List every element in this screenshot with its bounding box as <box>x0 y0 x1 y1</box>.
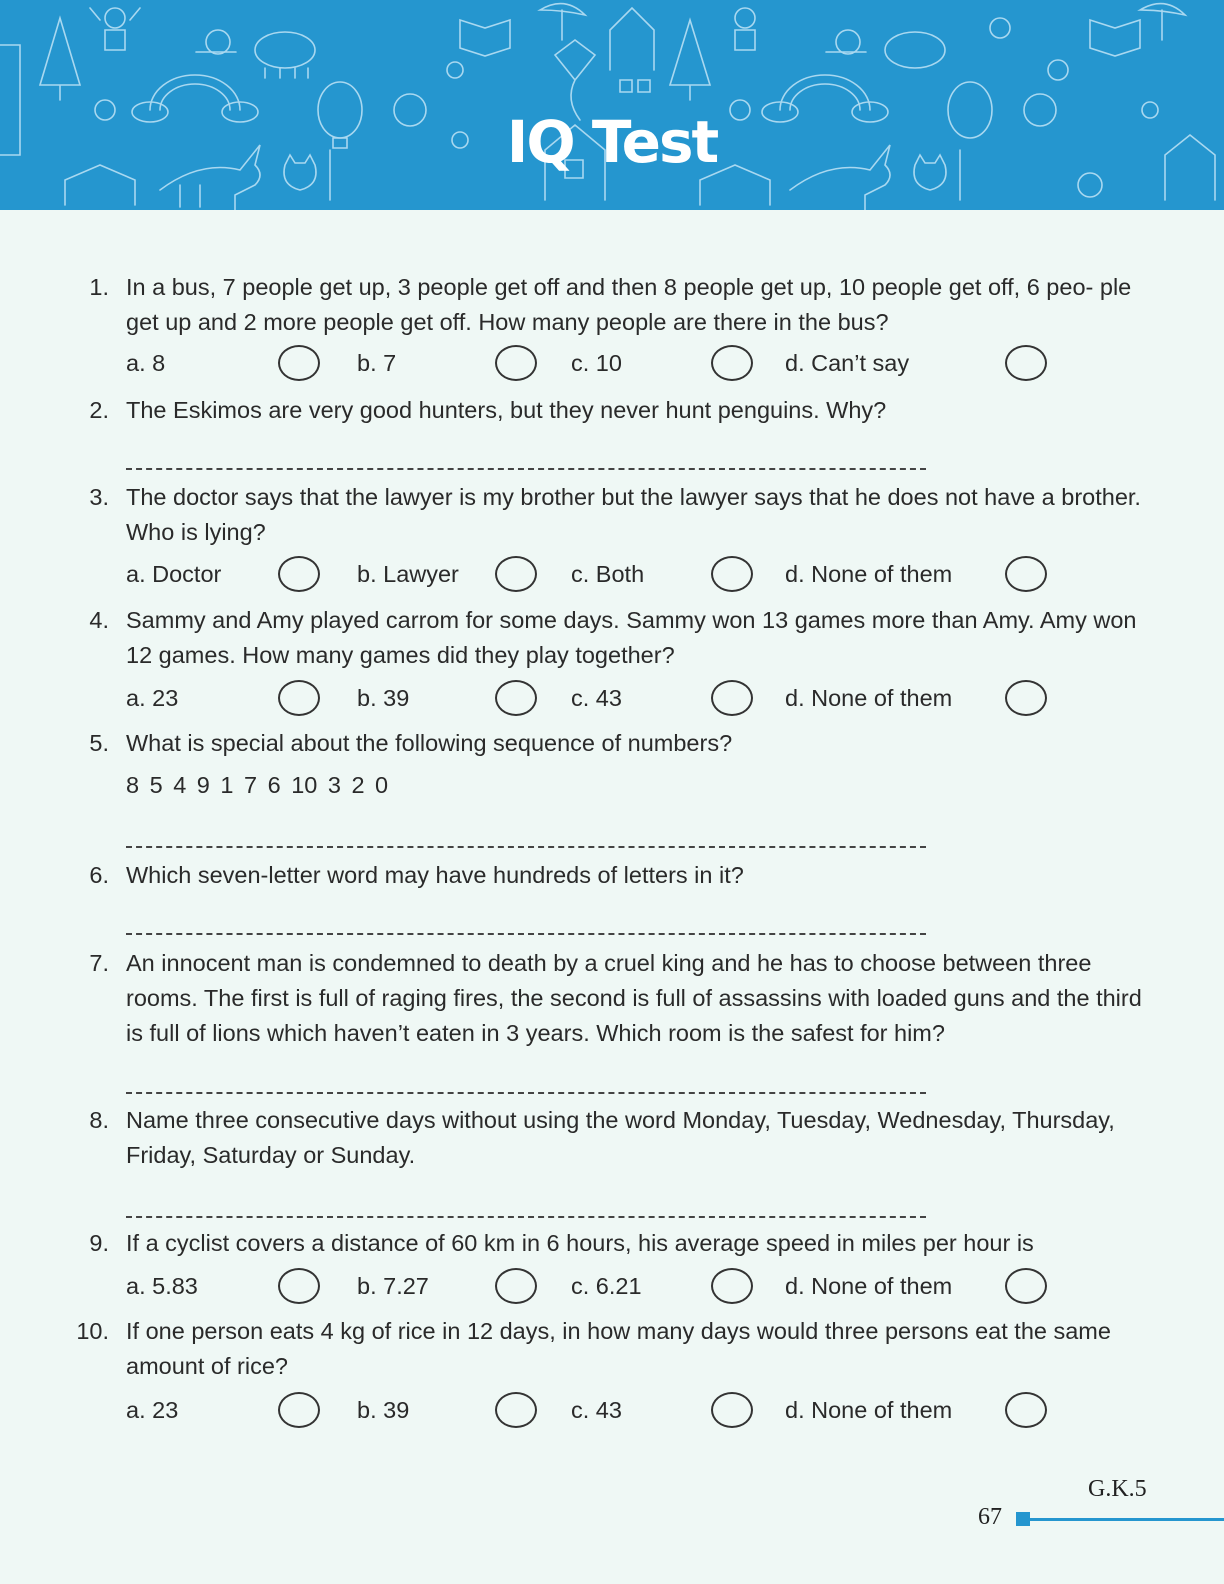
doodle-pattern-icon <box>0 0 1224 210</box>
question-number: 10. <box>76 1318 109 1344</box>
question-number: 4. <box>89 607 109 633</box>
answer-bubble-b[interactable] <box>495 345 537 381</box>
answer-bubble-b[interactable] <box>495 680 537 716</box>
option-b: b. 39 <box>357 685 410 711</box>
question-text: If a cyclist covers a distance of 60 km in 6 hours, his average speed in miles per hour is <box>126 1230 1034 1256</box>
answer-line-6[interactable] <box>126 933 926 935</box>
answer-bubble-a[interactable] <box>278 556 320 592</box>
question-text: In a bus, 7 people get up, 3 people get off and then 8 people get up, 10 people get off, 6 peo- ple get up and 2 more people get off. How many people are there in the bus? <box>126 274 1132 335</box>
answer-bubble-d[interactable] <box>1005 345 1047 381</box>
option-a: a. 5.83 <box>126 1273 198 1299</box>
option-d: d. Can’t say <box>785 350 910 376</box>
question-text: Name three consecutive days without using the word Monday, Tuesday, Wednesday, Thursday, Friday, Saturday or Sunday. <box>126 1107 1115 1168</box>
answer-bubble-c[interactable] <box>711 345 753 381</box>
options-row-1 <box>0 345 1224 385</box>
question-text: Which seven-letter word may have hundreds of letters in it? <box>126 862 744 888</box>
option-c: c. 43 <box>571 685 622 711</box>
answer-line-8[interactable] <box>126 1216 926 1218</box>
answer-bubble-d[interactable] <box>1005 1392 1047 1428</box>
option-d: d. None of them <box>785 1273 953 1299</box>
answer-bubble-a[interactable] <box>278 680 320 716</box>
option-a: a. 8 <box>126 350 166 376</box>
answer-bubble-a[interactable] <box>278 1268 320 1304</box>
book-label: G.K.5 <box>1088 1476 1147 1502</box>
question-text: What is special about the following sequence of numbers? <box>126 730 733 756</box>
option-d: d. None of them <box>785 1397 953 1423</box>
option-c: c. 10 <box>571 350 622 376</box>
question-text: If one person eats 4 kg of rice in 12 days, in how many days would three persons eat the same amount of rice? <box>126 1318 1111 1379</box>
option-d: d. None of them <box>785 685 953 711</box>
answer-bubble-c[interactable] <box>711 1268 753 1304</box>
answer-bubble-c[interactable] <box>711 556 753 592</box>
answer-bubble-a[interactable] <box>278 345 320 381</box>
options-row-10 <box>0 1392 1224 1432</box>
question-text: The Eskimos are very good hunters, but they never hunt penguins. Why? <box>126 397 887 423</box>
option-d: d. None of them <box>785 561 953 587</box>
option-b: b. 7 <box>357 350 397 376</box>
option-c: c. Both <box>571 561 645 587</box>
question-number: 1. <box>89 274 109 300</box>
option-a: a. 23 <box>126 685 179 711</box>
answer-bubble-d[interactable] <box>1005 680 1047 716</box>
answer-bubble-b[interactable] <box>495 556 537 592</box>
options-row-4 <box>0 680 1224 720</box>
page-title: IQ Test <box>506 108 718 176</box>
question-text: Sammy and Amy played carrom for some days. Sammy won 13 games more than Amy. Amy won 12 games. How many games did they play together? <box>126 607 1137 668</box>
option-c: c. 43 <box>571 1397 622 1423</box>
question-number: 5. <box>89 730 109 756</box>
answer-line-2[interactable] <box>126 468 926 470</box>
question-number: 2. <box>89 397 109 423</box>
question-number: 3. <box>89 484 109 510</box>
question-number: 9. <box>89 1230 109 1256</box>
question-number: 8. <box>89 1107 109 1133</box>
option-b: b. Lawyer <box>357 561 459 587</box>
question-number: 7. <box>89 950 109 976</box>
answer-bubble-b[interactable] <box>495 1268 537 1304</box>
answer-bubble-b[interactable] <box>495 1392 537 1428</box>
answer-bubble-d[interactable] <box>1005 556 1047 592</box>
answer-line-7[interactable] <box>126 1092 926 1094</box>
options-row-3 <box>0 556 1224 596</box>
option-c: c. 6.21 <box>571 1273 642 1299</box>
option-a: a. 23 <box>126 1397 179 1423</box>
footer-square-icon <box>1016 1512 1030 1526</box>
answer-bubble-c[interactable] <box>711 680 753 716</box>
option-b: b. 39 <box>357 1397 410 1423</box>
page-number: 67 <box>978 1504 1002 1530</box>
answer-line-5[interactable] <box>126 846 926 848</box>
number-sequence: 8 5 4 9 1 7 6 10 3 2 0 <box>126 772 389 798</box>
question-text: An innocent man is condemned to death by a cruel king and he has to choose between three rooms. The first is full of raging fires, the second is full of assassins with loaded guns and the third is full of lions which haven’t eaten in 3 years. Which room is the safest for him? <box>126 950 1142 1046</box>
question-number: 6. <box>89 862 109 888</box>
question-text: The doctor says that the lawyer is my brother but the lawyer says that he does not have a brother. Who is lying? <box>126 484 1141 545</box>
options-row-9 <box>0 1268 1224 1308</box>
answer-bubble-a[interactable] <box>278 1392 320 1428</box>
option-a: a. Doctor <box>126 561 222 587</box>
answer-bubble-c[interactable] <box>711 1392 753 1428</box>
option-b: b. 7.27 <box>357 1273 429 1299</box>
answer-bubble-d[interactable] <box>1005 1268 1047 1304</box>
footer-rule <box>1030 1518 1224 1521</box>
header-banner <box>0 0 1224 210</box>
